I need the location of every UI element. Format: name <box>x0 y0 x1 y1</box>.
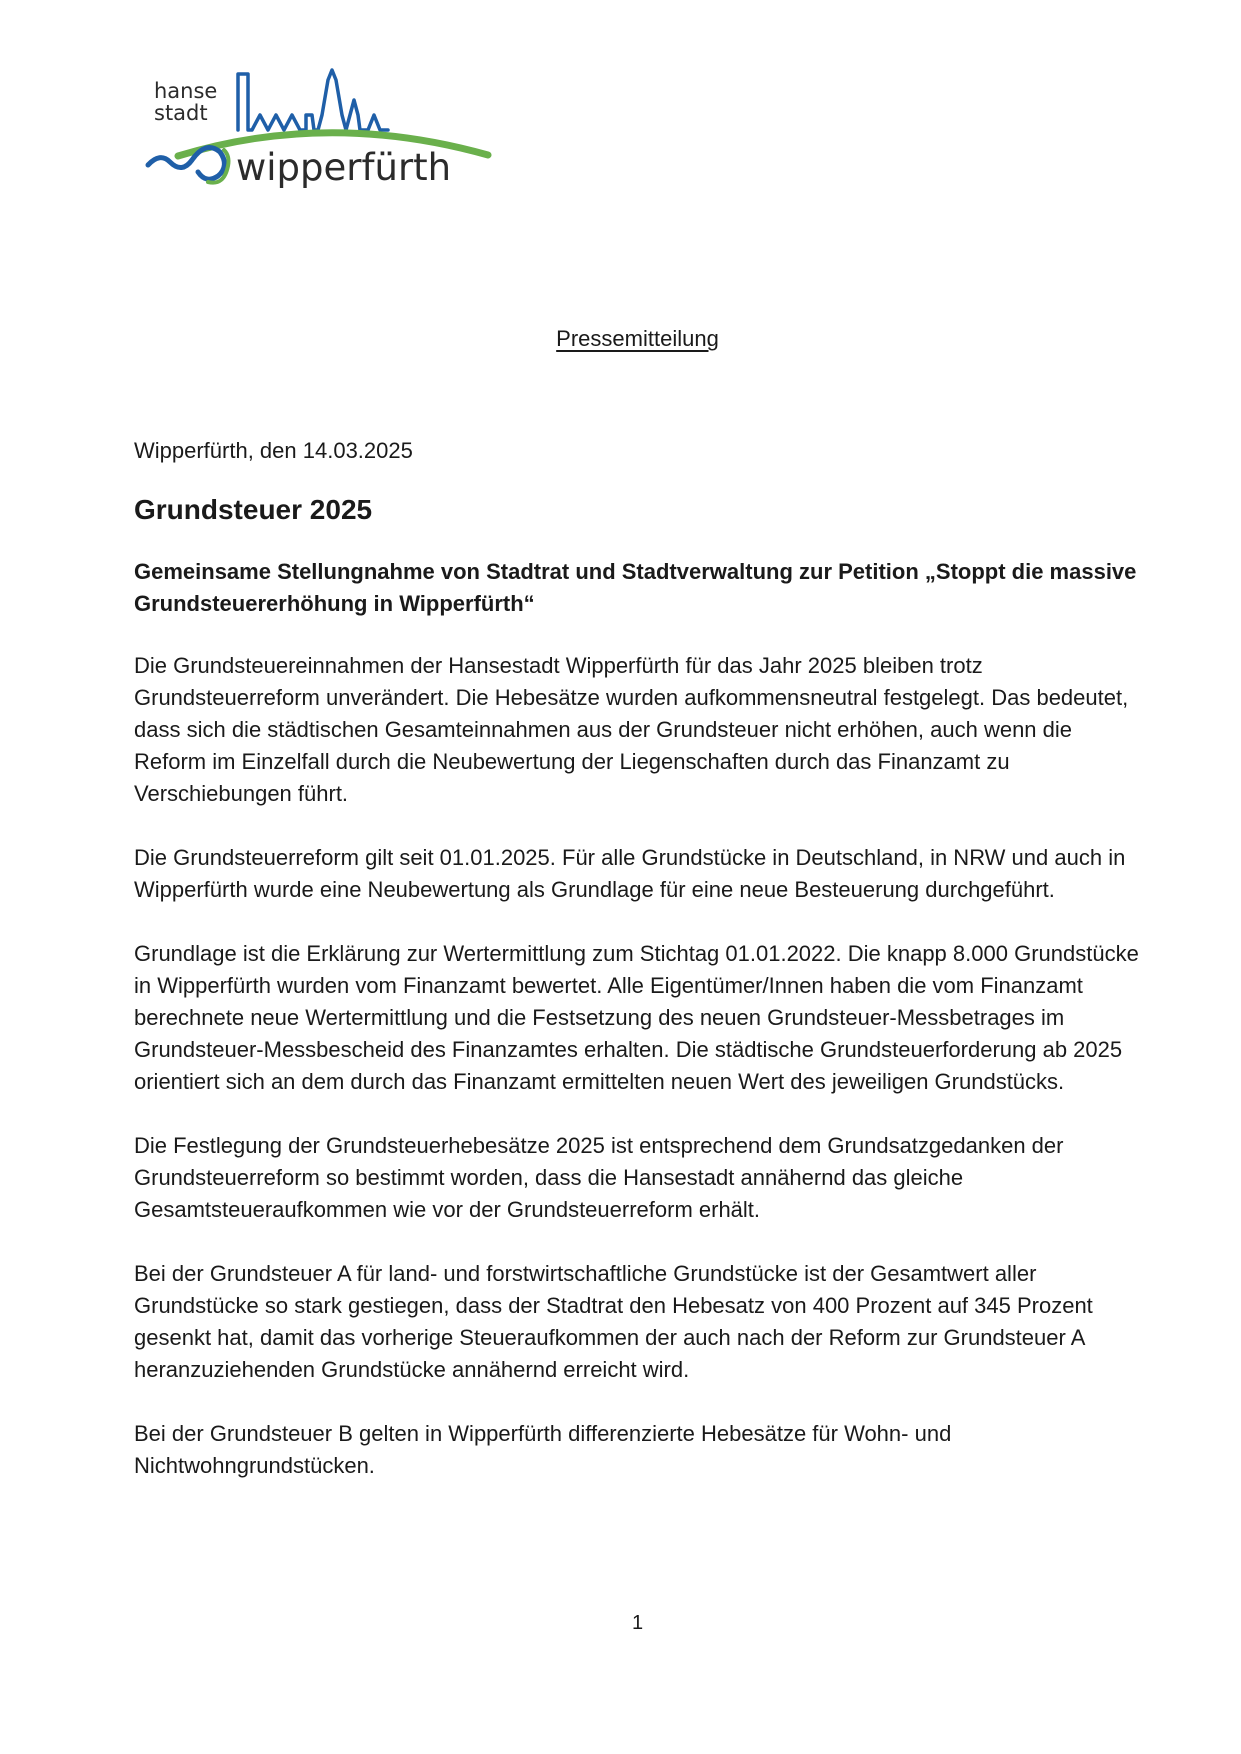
paragraph: Bei der Grundsteuer A für land- und forstwirtschaftliche Grundstücke ist der Gesamtwert aller Grundstücke so stark gestiegen, dass der Stadtrat den Hebesatz von 400 Prozent auf 345 Prozent gesenkt hat, damit das vorherige Steueraufkommen der auch nach der Reform zur Grundsteuer A heranzuziehenden Grundstücke annähernd erreicht wird. <box>134 1261 1093 1382</box>
date-line: Wipperfürth, den 14.03.2025 <box>134 438 413 463</box>
page-number: 1 <box>631 1612 644 1634</box>
logo-word-stadt: stadt <box>154 101 208 125</box>
city-logo-graphic <box>148 60 518 195</box>
skyline-graphic <box>238 70 388 130</box>
paragraph: Grundlage ist die Erklärung zur Wertermittlung zum Stichtag 01.01.2022. Die knapp 8.000 Grundstücke in Wipperfürth wurden vom Finanzamt bewertet. Alle Eigentümer/Innen haben die vom Finanzamt berechnete neue Wertermittlung und die Festsetzung des neuen Grundsteuer-Messbetrages im Grundsteuer-Messbescheid des Finanzamtes erhalten. Die städtische Grundsteuerforderung ab 2025 orientiert sich an dem durch das Finanzamt ermittelten neuen Wert des jeweiligen Grundstücks. <box>134 941 1139 1094</box>
paragraph: Die Festlegung der Grundsteuerhebesätze 2025 ist entsprechend dem Grundsatzgedanken der Grundsteuerreform so bestimmt worden, dass die Hansestadt annähernd das gleiche Gesamtsteueraufkommen wie vor der Grundsteuerreform erhält. <box>134 1133 1064 1222</box>
document-body <box>134 650 1144 1514</box>
city-logo <box>148 60 518 195</box>
paragraph: Bei der Grundsteuer B gelten in Wipperfürth differenzierte Hebesätze für Wohn- und Nichtwohngrundstücken. <box>134 1421 952 1478</box>
paragraph: Die Grundsteuerreform gilt seit 01.01.2025. Für alle Grundstücke in Deutschland, in NRW und auch in Wipperfürth wurde eine Neubewertung als Grundlage für eine neue Besteuerung durchgeführt. <box>134 845 1126 902</box>
page-title: Grundsteuer 2025 <box>134 494 373 525</box>
page-subtitle: Gemeinsame Stellungnahme von Stadtrat und Stadtverwaltung zur Petition „Stoppt die massive Grundsteuererhöhung in Wipperfürth“ <box>134 559 1137 616</box>
logo-word-wipperfuerth: wipperfürth <box>236 146 452 189</box>
logo-word-hanse: hanse <box>154 79 218 103</box>
document-type-label: Pressemitteilung <box>556 326 719 351</box>
paragraph: Die Grundsteuereinnahmen der Hansestadt Wipperfürth für das Jahr 2025 bleiben trotz Grundsteuerreform unverändert. Die Hebesätze wurden aufkommensneutral festgelegt. Das bedeutet, dass sich die städtischen Gesamteinnahmen aus der Grundsteuer nicht erhöhen, auch wenn die Reform im Einzelfall durch die Neubewertung der Liegenschaften durch das Finanzamt zu Verschiebungen führt. <box>134 653 1129 806</box>
